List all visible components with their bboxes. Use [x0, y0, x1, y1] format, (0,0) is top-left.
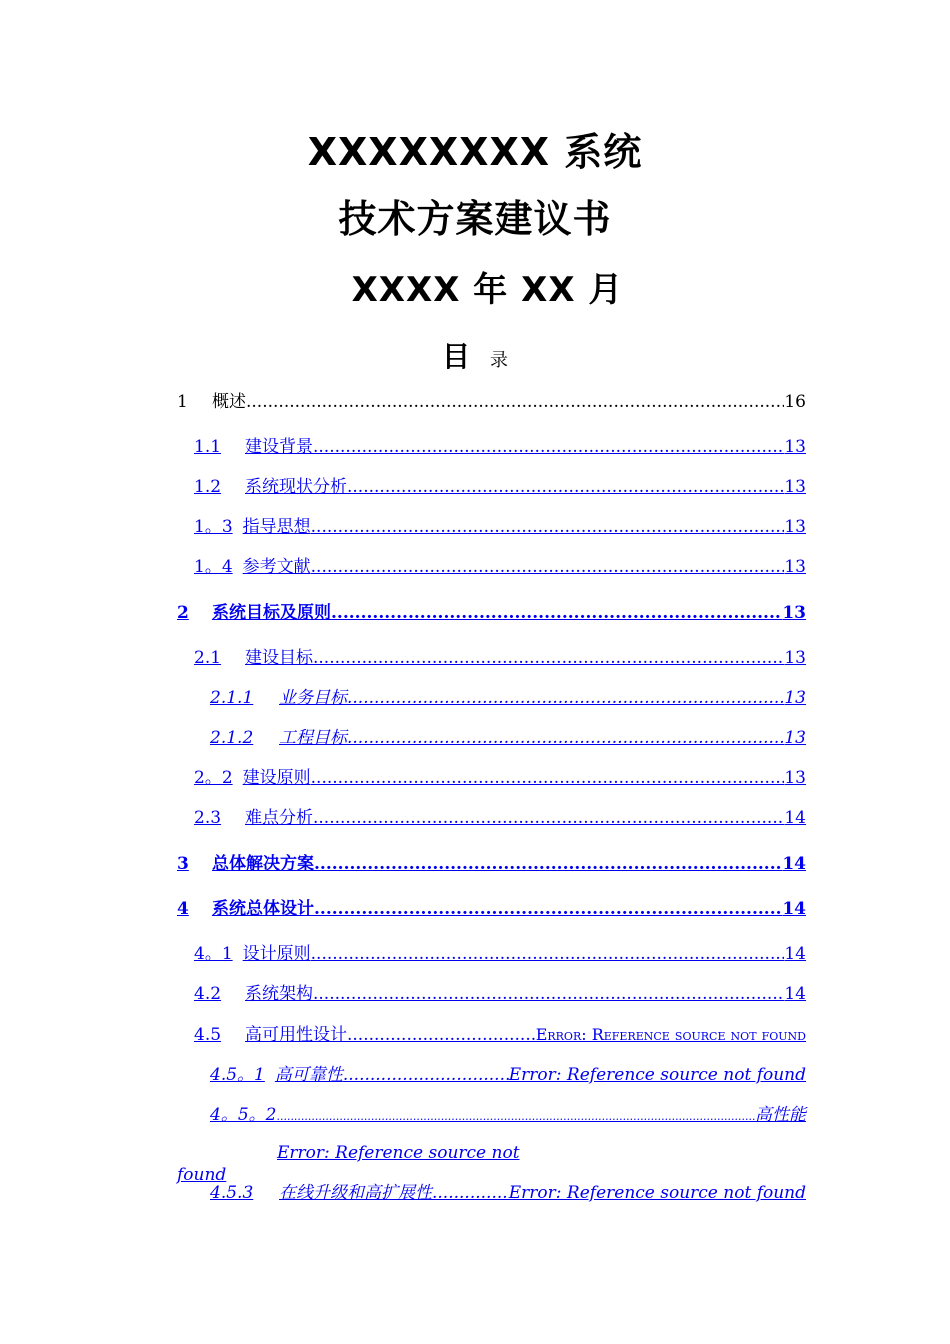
toc-entry-number: 4.2: [194, 984, 222, 1004]
toc-entry-page: 13: [784, 437, 806, 457]
toc-link[interactable]: [194, 516, 806, 538]
toc-entry-page: 13: [784, 517, 806, 537]
toc-entry-number: 2.3: [194, 808, 222, 828]
toc-entry-number: 1.2: [194, 477, 222, 497]
toc-entry-label: 总体解决方案: [212, 854, 314, 874]
toc-entry-page: 13: [784, 557, 806, 577]
toc-dot-leader: [311, 943, 785, 965]
document-title-system: XXXXXXXX 系统: [307, 130, 643, 174]
toc-entry-number: 1。4: [194, 557, 233, 577]
toc-entry-page: 14: [782, 899, 806, 919]
toc-entry-page: 13: [784, 648, 806, 668]
toc-entry-page-error: Error: Reference source not found: [508, 1065, 806, 1085]
toc-entry-label: 系统现状分析: [245, 477, 347, 497]
toc-link[interactable]: [194, 943, 806, 965]
toc-entry-label: 系统目标及原则: [212, 603, 331, 623]
toc-entry-number: 3: [177, 854, 189, 874]
toc-dot-leader: [343, 1064, 509, 1086]
toc-entry-page: 14: [784, 944, 806, 964]
toc-link[interactable]: [177, 898, 806, 920]
toc-dot-leader: [313, 436, 784, 458]
toc-entry-page-error: Error: Reference source not found: [508, 1183, 806, 1203]
toc-entry-number: 4: [177, 899, 189, 919]
toc-heading: [0, 335, 950, 375]
toc-link[interactable]: [194, 767, 806, 789]
toc-entry-label: 概述: [212, 392, 246, 412]
toc-entry-page: 13: [782, 603, 806, 623]
toc-entry-number: 4.5.3: [210, 1183, 254, 1203]
toc-entry-number: 2。2: [194, 768, 233, 788]
toc-entry-number: 1。3: [194, 517, 233, 537]
toc-entry-number: 1: [177, 392, 188, 412]
toc-entry-label: 工程目标: [279, 728, 347, 748]
toc-link-continuation[interactable]: [177, 1142, 540, 1186]
toc-dot-leader: [311, 767, 785, 789]
toc-link[interactable]: [210, 727, 806, 749]
toc-heading-mu: 目: [441, 340, 470, 373]
toc-entry-page: 14: [784, 984, 806, 1004]
toc-entry-number: 2.1.1: [210, 688, 254, 708]
toc-link[interactable]: [194, 807, 806, 829]
toc-link[interactable]: [194, 1024, 806, 1046]
toc-link[interactable]: [210, 687, 806, 709]
toc-entry-number: 4.5。1: [210, 1065, 265, 1085]
toc-dot-leader: [347, 476, 784, 498]
toc-entry-page-error: Error: Reference source not found: [177, 1143, 520, 1185]
toc-link[interactable]: [194, 556, 806, 578]
toc-entry-label: 高性能: [755, 1105, 806, 1125]
toc-entry-label: 参考文献: [242, 557, 311, 577]
toc-entry-label: 难点分析: [245, 808, 313, 828]
toc-dot-leader: [311, 516, 785, 538]
toc-entry-page: 13: [784, 477, 806, 497]
toc-dot-leader: [311, 556, 785, 578]
toc-dot-leader: [276, 1106, 755, 1128]
toc-entry: [177, 391, 806, 413]
toc-entry-number: 4。5。2: [210, 1105, 277, 1125]
toc-link[interactable]: [177, 853, 806, 875]
toc-entry-label: 高可靠性: [274, 1065, 343, 1085]
toc-entry-label: 业务目标: [279, 688, 347, 708]
toc-dot-leader: [313, 807, 784, 829]
toc-entry-page-error: Error: Reference source not found: [535, 1025, 806, 1044]
toc-entry-page: 13: [784, 728, 806, 748]
toc-entry-page: 14: [782, 854, 806, 874]
toc-entry-number: 1.1: [194, 437, 222, 457]
toc-entry-page: 16: [784, 392, 806, 412]
document-date: XXXX 年 XX 月: [351, 270, 624, 310]
toc-entry-label: 高可用性设计: [245, 1025, 347, 1045]
toc-link[interactable]: [177, 602, 806, 624]
toc-dot-leader: [432, 1182, 509, 1204]
toc-link[interactable]: [210, 1064, 806, 1086]
toc-dot-leader: [314, 898, 782, 920]
toc-dot-leader: [246, 391, 784, 413]
toc-link[interactable]: [194, 476, 806, 498]
toc-entry-label: 系统总体设计: [212, 899, 314, 919]
toc-entry-page: 14: [784, 808, 806, 828]
toc-dot-leader: [347, 687, 784, 709]
toc-dot-leader: [314, 853, 782, 875]
toc-dot-leader: [313, 647, 784, 669]
toc-dot-leader: [347, 727, 784, 749]
toc-entry-number: 2.1: [194, 648, 222, 668]
toc-link[interactable]: [210, 1104, 806, 1128]
toc-link[interactable]: [194, 983, 806, 1005]
toc-entry-label: 指导思想: [242, 517, 311, 537]
toc-entry-label: 系统架构: [245, 984, 313, 1004]
toc-entry-label: 建设背景: [245, 437, 313, 457]
toc-entry-label: 建设原则: [242, 768, 311, 788]
toc-dot-leader: [331, 602, 782, 624]
toc-entry-number: 2: [177, 603, 189, 623]
toc-entry-label: 建设目标: [245, 648, 313, 668]
document-title-proposal: 技术方案建议书: [338, 197, 612, 241]
toc-entry-label: 在线升级和高扩展性: [279, 1183, 432, 1203]
toc-entry-number: 4。1: [194, 944, 233, 964]
toc-dot-leader: [313, 983, 784, 1005]
toc-dot-leader: [347, 1024, 536, 1046]
toc-link[interactable]: [194, 436, 806, 458]
toc-link[interactable]: [210, 1182, 806, 1204]
toc-entry-number: 4.5: [194, 1025, 222, 1045]
toc-link[interactable]: [194, 647, 806, 669]
toc-entry-number: 2.1.2: [210, 728, 254, 748]
toc-entry-page: 13: [784, 768, 806, 788]
toc-entry-page: 13: [784, 688, 806, 708]
toc-entry-label: 设计原则: [242, 944, 311, 964]
toc-heading-lu: 录: [490, 350, 508, 371]
